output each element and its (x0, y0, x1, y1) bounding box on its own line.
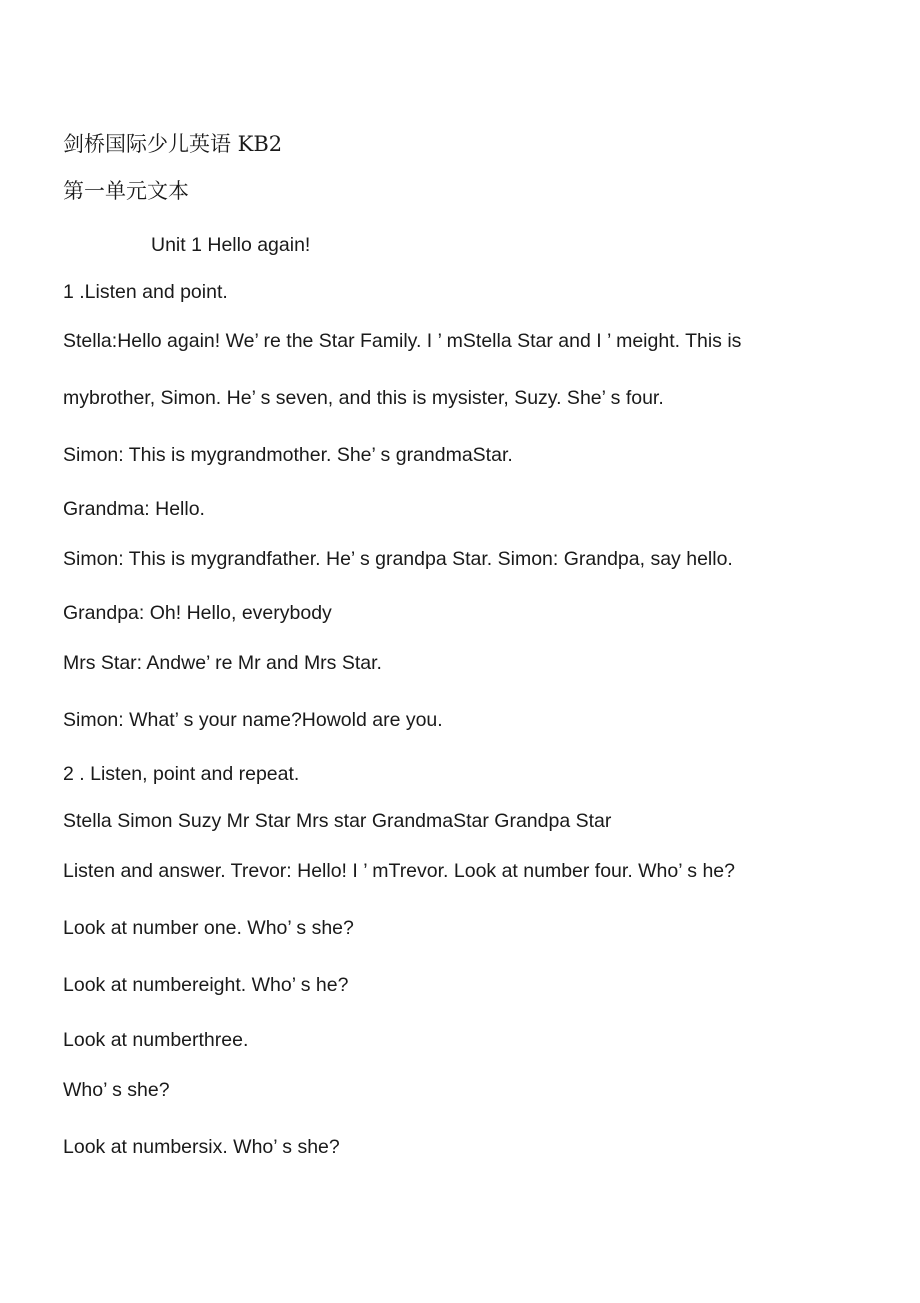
section-heading-listen-point-repeat: 2 . Listen, point and repeat. (63, 763, 300, 785)
text-line: Grandpa: Oh! Hello, everybody (63, 602, 332, 624)
unit-heading: Unit 1 Hello again! (151, 234, 311, 256)
text-line: Stella Simon Suzy Mr Star Mrs star GrandmaStar Grandpa Star (63, 810, 612, 832)
text-line: Look at number one. Who’ s she? (63, 917, 354, 939)
text-line: Simon: What’ s your name?Howold are you. (63, 709, 443, 731)
text-line: Listen and answer. Trevor: Hello! I ’ mTrevor. Look at number four. Who’ s he? (63, 860, 735, 882)
text-line: Simon: This is mygrandfather. He’ s grandpa Star. Simon: Grandpa, say hello. (63, 548, 733, 570)
text-line: Look at numbereight. Who’ s he? (63, 974, 349, 996)
section-heading-listen-and-point: 1 .Listen and point. (63, 281, 228, 303)
text-line: Mrs Star: Andwe’ re Mr and Mrs Star. (63, 652, 382, 674)
text-line: Look at numberthree. (63, 1029, 249, 1051)
text-line: Look at numbersix. Who’ s she? (63, 1136, 340, 1158)
text-line: Stella:Hello again! We’ re the Star Family. I ’ mStella Star and I ’ meight. This is (63, 330, 742, 352)
text-line: Simon: This is mygrandmother. She’ s grandmaStar. (63, 444, 513, 466)
document-subtitle: 第一单元文本 (63, 179, 189, 203)
text-line: Grandma: Hello. (63, 498, 205, 520)
text-line: mybrother, Simon. He’ s seven, and this is mysister, Suzy. She’ s four. (63, 387, 664, 409)
document-title: 剑桥国际少儿英语 KB2 (63, 132, 283, 156)
text-line: Who’ s she? (63, 1079, 170, 1101)
